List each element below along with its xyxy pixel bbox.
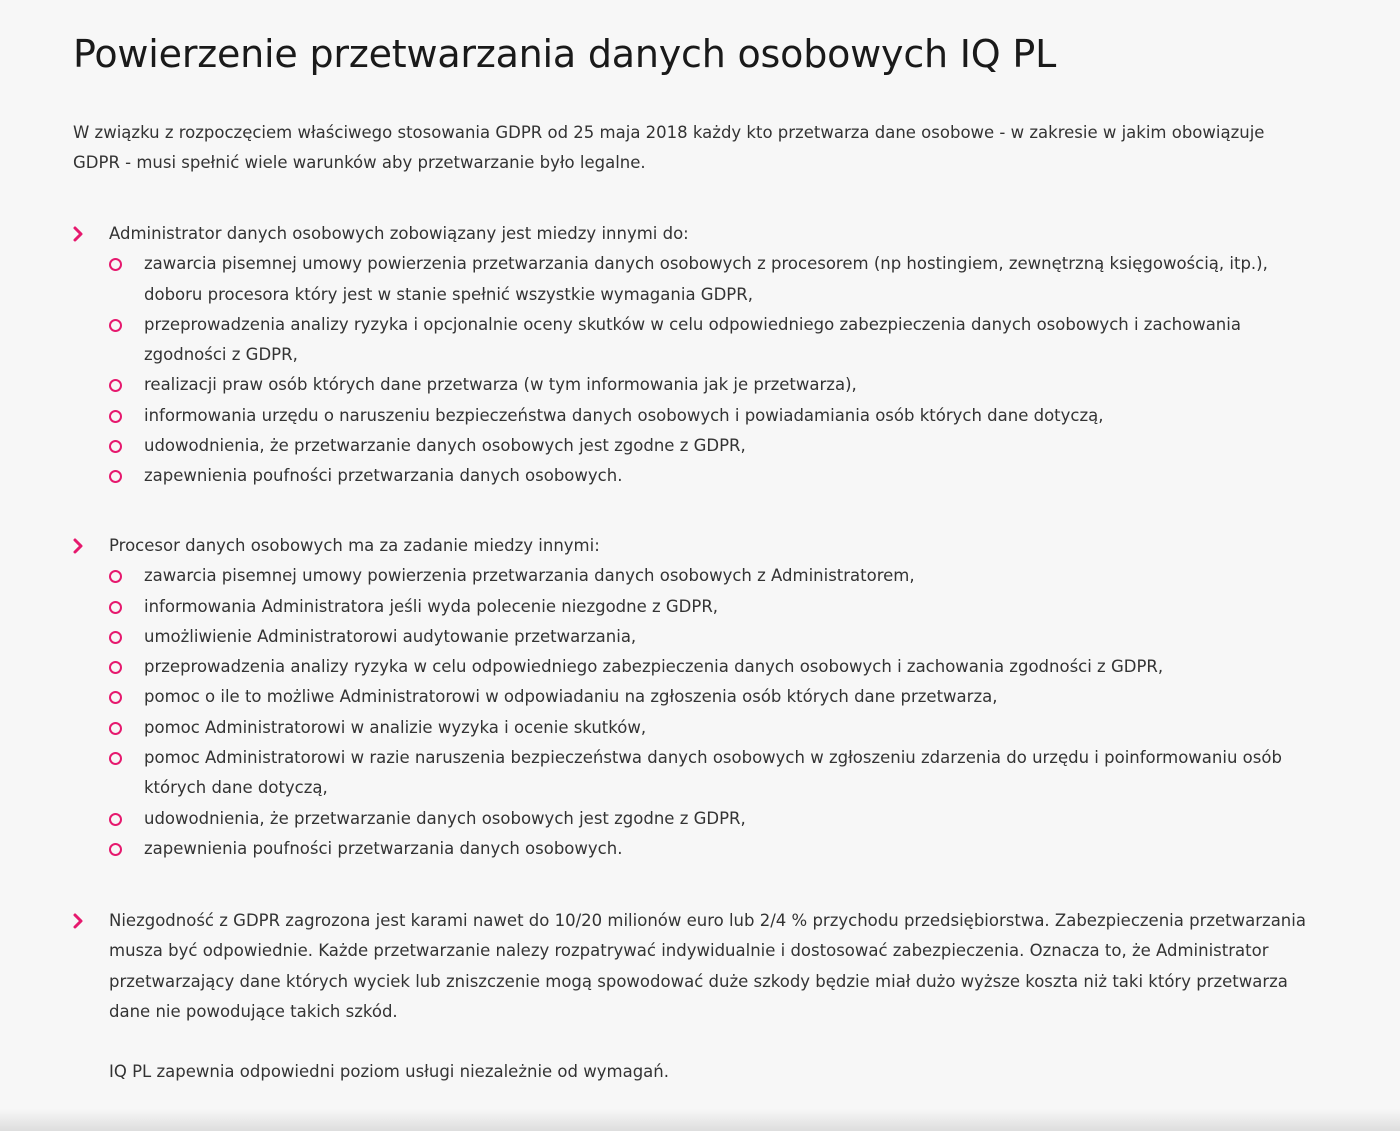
administrator-duties-list bbox=[0, 249, 1400, 491]
list-item: zapewnienia poufności przetwarzania danych osobowych. bbox=[0, 461, 1400, 491]
section-heading: Administrator danych osobowych zobowiązany jest miedzy innymi do: bbox=[109, 224, 689, 243]
list-item: przeprowadzenia analizy ryzyka i opcjonalnie oceny skutków w celu odpowiedniego zabezpieczenia danych osobowych i zachowania zgodności z GDPR, bbox=[0, 310, 1400, 371]
circle-icon bbox=[109, 843, 122, 856]
list-item: umożliwienie Administratorowi audytowanie przetwarzania, bbox=[0, 622, 1400, 652]
list-item: przeprowadzenia analizy ryzyka w celu odpowiedniego zabezpieczenia danych osobowych i zachowania zgodności z GDPR, bbox=[0, 652, 1400, 682]
list-item: udowodnienia, że przetwarzanie danych osobowych jest zgodne z GDPR, bbox=[0, 804, 1400, 834]
processor-duties-list bbox=[0, 561, 1400, 864]
chevron-right-icon bbox=[70, 911, 90, 931]
circle-icon bbox=[109, 601, 122, 614]
circle-icon bbox=[109, 813, 122, 826]
circle-icon bbox=[109, 440, 122, 453]
list-item: realizacji praw osób których dane przetwarza (w tym informowania jak je przetwarza), bbox=[0, 370, 1400, 400]
page-title: Powierzenie przetwarzania danych osobowych IQ PL bbox=[73, 32, 1057, 76]
section-heading: Procesor danych osobowych ma za zadanie miedzy innymi: bbox=[109, 536, 600, 555]
circle-icon bbox=[109, 570, 122, 583]
circle-icon bbox=[109, 691, 122, 704]
list-item: pomoc o ile to możliwe Administratorowi w odpowiadaniu na zgłoszenia osób których dane przetwarza, bbox=[0, 682, 1400, 712]
list-item: informowania Administratora jeśli wyda polecenie niezgodne z GDPR, bbox=[0, 592, 1400, 622]
circle-icon bbox=[109, 410, 122, 423]
circle-icon bbox=[109, 661, 122, 674]
list-item: udowodnienia, że przetwarzanie danych osobowych jest zgodne z GDPR, bbox=[0, 431, 1400, 461]
list-item: informowania urzędu o naruszeniu bezpieczeństwa danych osobowych i powiadamiania osób których dane dotyczą, bbox=[0, 401, 1400, 431]
circle-icon bbox=[109, 258, 122, 271]
bottom-fade bbox=[0, 1109, 1400, 1131]
circle-icon bbox=[109, 631, 122, 644]
intro-paragraph: W związku z rozpoczęciem właściwego stosowania GDPR od 25 maja 2018 każdy kto przetwarza dane osobowe - w zakresie w jakim obowiązuje GDPR - musi spełnić wiele warunków aby przetwarzanie było legalne. bbox=[73, 123, 1265, 173]
circle-icon bbox=[109, 752, 122, 765]
penalty-paragraph: Niezgodność z GDPR zagrozona jest karami nawet do 10/20 milionów euro lub 2/4 % przychodu przedsiębiorstwa. Zabezpieczenia przetwarzania musza być odpowiednie. Każde przetwarzanie nalezy rozpatrywać indywidualnie i dostosować zabezpieczenia. Oznacza to, że Administrator przetwarzający dane których wyciek lub zniszczenie mogą spowodować duże szkody będzie miał dużo wyższe koszta niż taki który przetwarza dane nie powodujące takich szkód. bbox=[109, 911, 1306, 1021]
circle-icon bbox=[109, 319, 122, 332]
circle-icon bbox=[109, 722, 122, 735]
closing-paragraph: IQ PL zapewnia odpowiedni poziom usługi niezależnie od wymagań. bbox=[109, 1062, 669, 1081]
circle-icon bbox=[109, 379, 122, 392]
list-item: zawarcia pisemnej umowy powierzenia przetwarzania danych osobowych z Administratorem, bbox=[0, 561, 1400, 591]
chevron-right-icon bbox=[70, 224, 90, 244]
circle-icon bbox=[109, 470, 122, 483]
list-item: zapewnienia poufności przetwarzania danych osobowych. bbox=[0, 834, 1400, 864]
list-item: zawarcia pisemnej umowy powierzenia przetwarzania danych osobowych z procesorem (np hostingiem, zewnętrzną księgowością, itp.), doboru procesora który jest w stanie spełnić wszystkie wymagania GDPR, bbox=[0, 249, 1400, 310]
list-item: pomoc Administratorowi w razie naruszenia bezpieczeństwa danych osobowych w zgłoszeniu zdarzenia do urzędu i poinformowaniu osób których dane dotyczą, bbox=[0, 743, 1400, 804]
list-item: pomoc Administratorowi w analizie wyzyka i ocenie skutków, bbox=[0, 713, 1400, 743]
chevron-right-icon bbox=[70, 536, 90, 556]
